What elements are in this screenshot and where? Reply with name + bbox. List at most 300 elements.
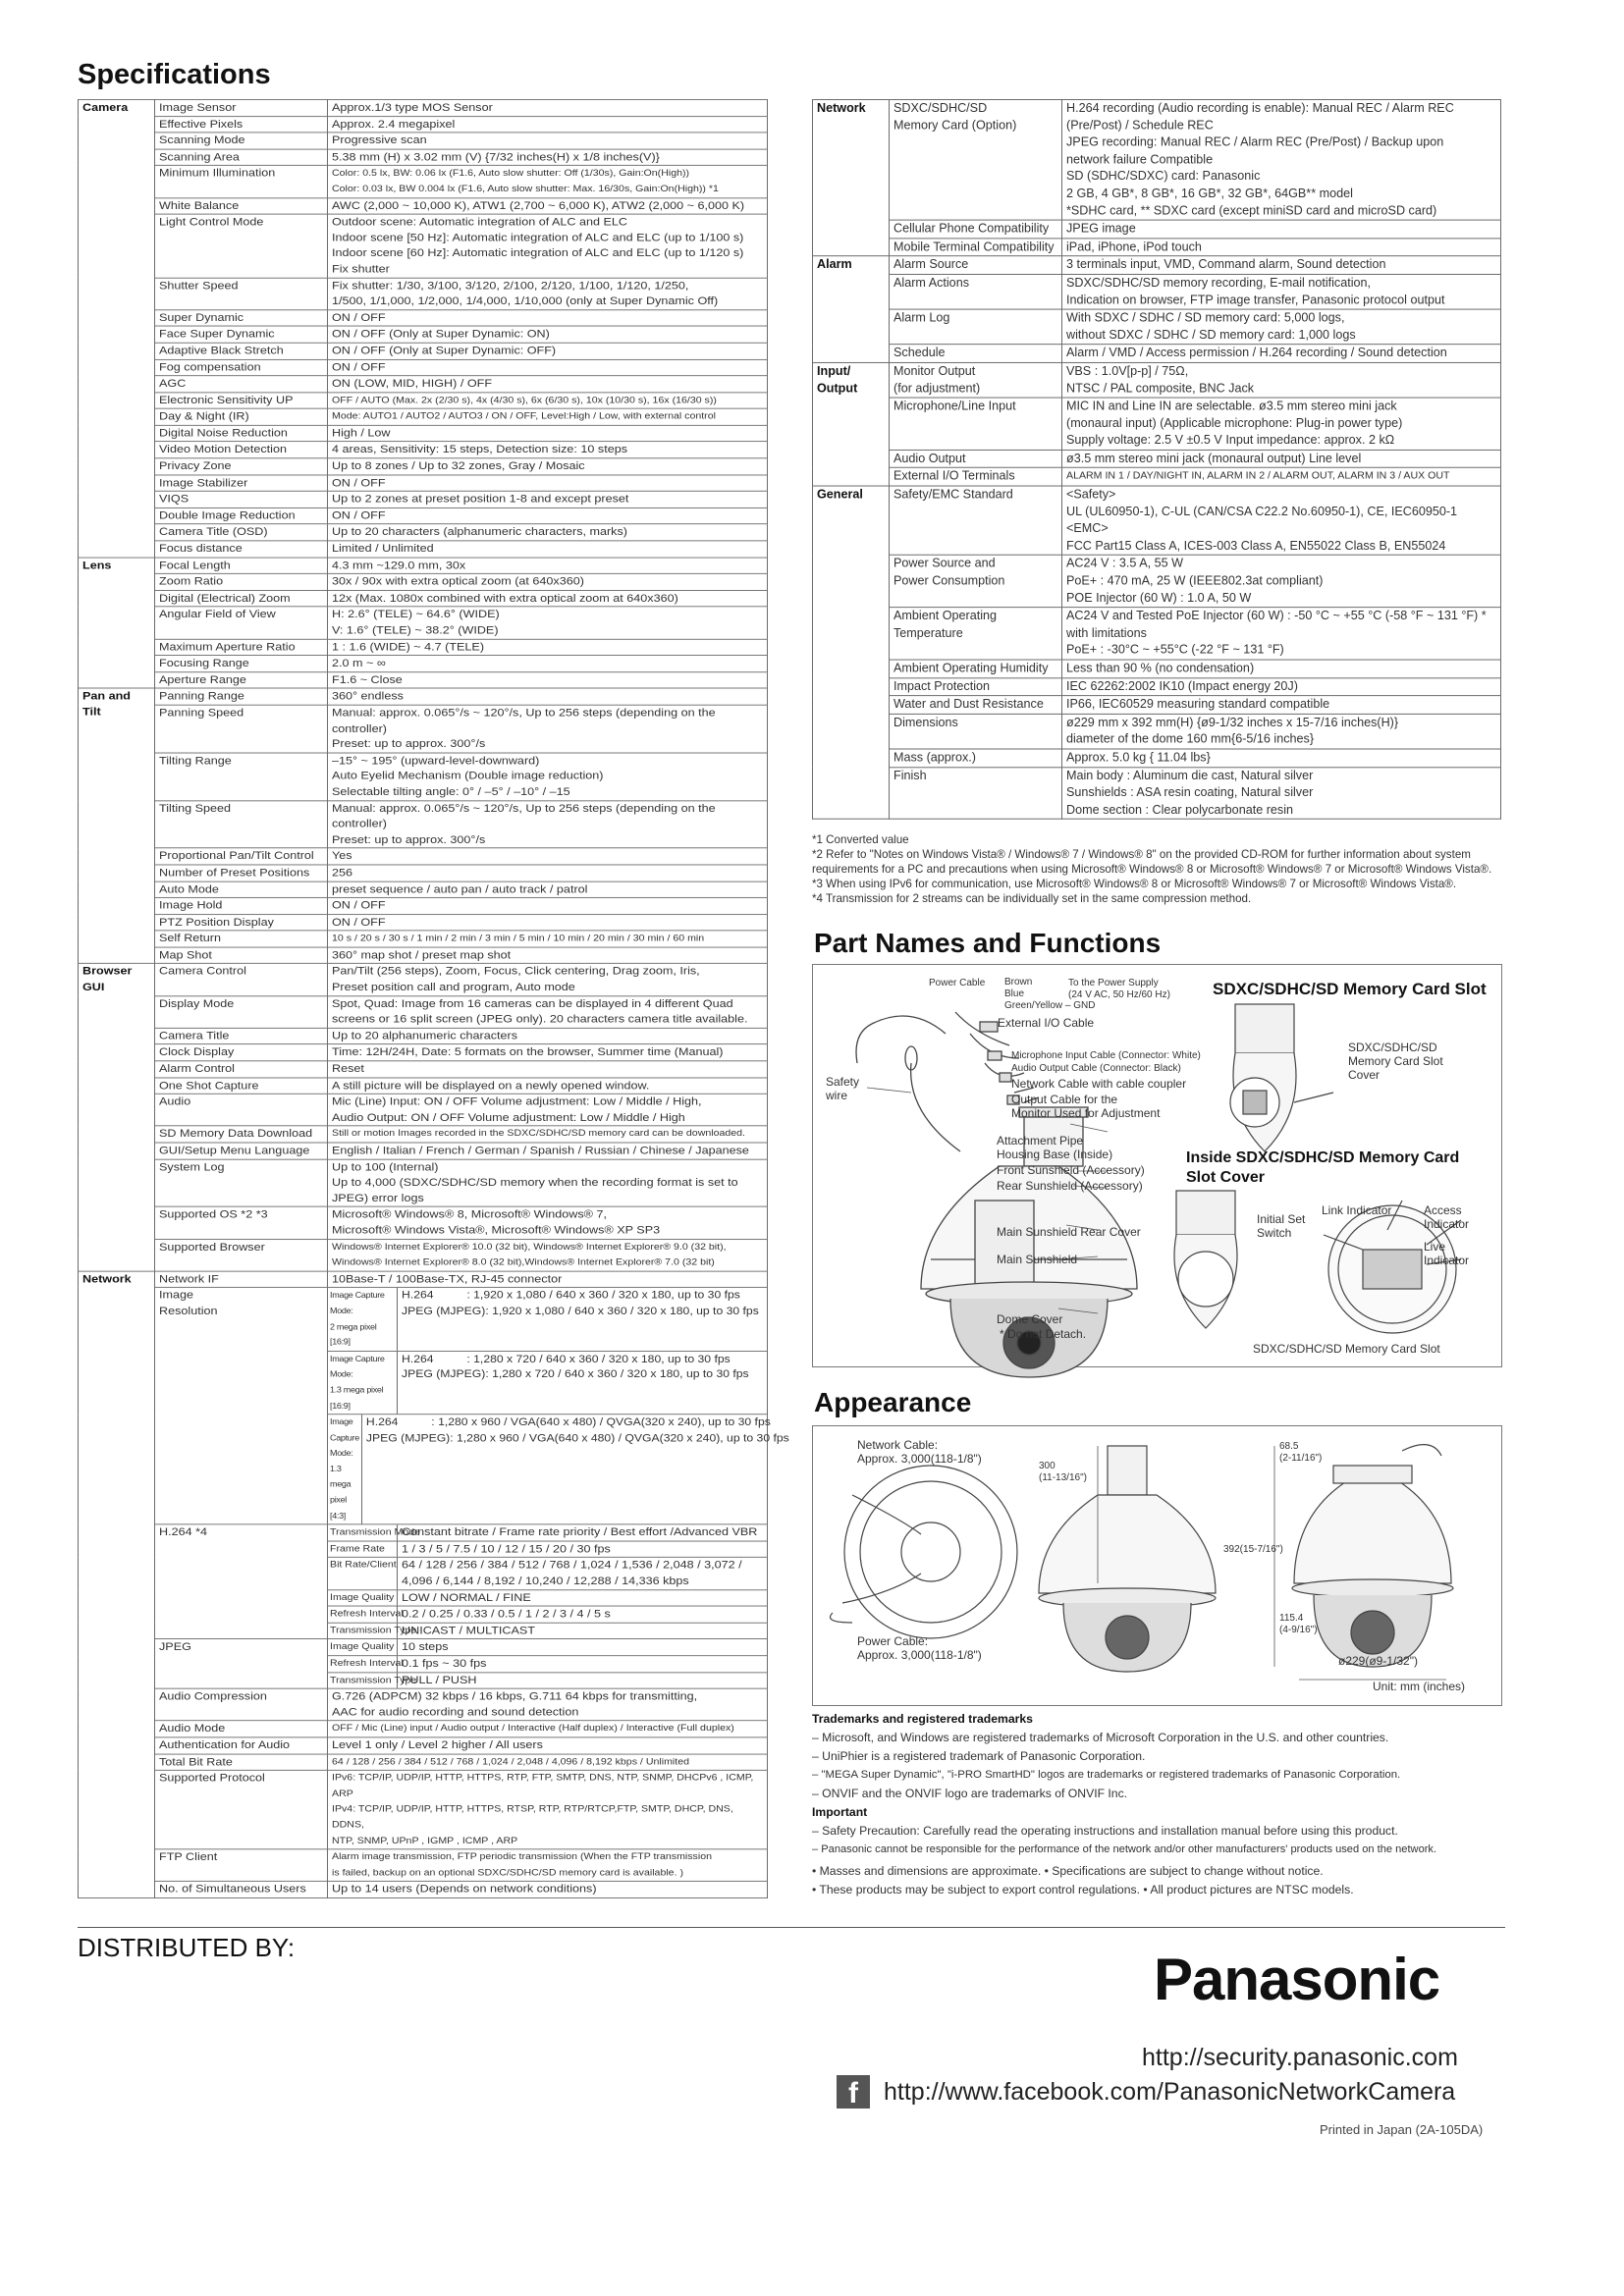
h264-resolution: H.264 : 1,280 x 960 / VGA(640 x 480) / QVGA(320 x 240), up to 30 fps [365, 1415, 771, 1428]
spec-row [813, 99, 1501, 220]
spec-name: System Log [155, 1159, 328, 1207]
spec-name: Supported OS *2 *3 [155, 1206, 328, 1239]
spec-row [813, 468, 1501, 486]
sub-cell [328, 1558, 768, 1590]
spec-value: H: 2.6° (TELE) ~ 64.6° (WIDE) V: 1.6° (TELE) ~ 38.2° (WIDE) [328, 607, 768, 639]
spec-value: ON / OFF (Only at Super Dynamic: ON) [328, 326, 768, 343]
spec-name: Camera Control [155, 964, 328, 996]
spec-name: Mobile Terminal Compatibility [890, 239, 1062, 256]
spec-row [813, 398, 1501, 450]
sub-name: Transmission Mode [328, 1525, 398, 1541]
spec-row [79, 800, 768, 848]
spec-row [813, 556, 1501, 608]
spec-value: English / Italian / French / German / Spanish / Russian / Chinese / Japanese [328, 1143, 768, 1159]
label-ext-io: External I/O Cable [998, 1016, 1095, 1030]
spec-value: Up to 8 zones / Up to 32 zones, Gray / Mosaic [328, 458, 768, 475]
spec-value: ON / OFF [328, 310, 768, 327]
spec-value: IEC 62262:2002 IK10 (Impact energy 20J) [1062, 677, 1501, 695]
spec-row [79, 116, 768, 133]
spec-row [79, 1849, 768, 1882]
spec-name: Angular Field of View [155, 607, 328, 639]
trademarks-block [812, 1710, 1504, 1899]
trademark-item: – ONVIF and the ONVIF logo are trademarks of ONVIF Inc. [812, 1787, 1128, 1800]
spec-name: Tilting Range [155, 753, 328, 801]
spec-value: With SDXC / SDHC / SD memory card: 5,000 logs, without SDXC / SDHC / SD memory card: 1,000 logs [1062, 309, 1501, 345]
sd-slot-title: SDXC/SDHC/SD Memory Card Slot [1213, 980, 1487, 998]
spec-name: Total Bit Rate [155, 1754, 328, 1771]
spec-value: 64 / 128 / 256 / 384 / 512 / 768 / 1,024 / 2,048 / 4,096 / 8,192 kbps / Unlimited [328, 1754, 768, 1771]
sub-cell [328, 1656, 768, 1673]
spec-value: Yes [328, 848, 768, 865]
label-attach-pipe: Attachment Pipe [997, 1134, 1084, 1148]
label-link-indicator: Link Indicator [1322, 1203, 1392, 1217]
spec-name: SDXC/SDHC/SD Memory Card (Option) [890, 99, 1062, 220]
inside-cover-title: Inside SDXC/SDHC/SD Memory Card Slot Cover [1186, 1149, 1460, 1186]
spec-value: ON / OFF [328, 914, 768, 931]
spec-category: Input/ Output [813, 362, 890, 486]
sub-name: Transmission Type [328, 1624, 398, 1639]
spec-value: Color: 0.5 lx, BW: 0.06 lx (F1.6, Auto slow shutter: Off (1/30s), Gain:On(High)) Color: 0.03 lx, BW 0.004 lx (F1.6, Auto slow shutter: Max. 16/30s, Gain:On(High)) *1 [328, 166, 768, 198]
spec-name: Day & Night (IR) [155, 408, 328, 425]
important-item: – Panasonic cannot be responsible for the performance of the network and/or other manufacturers' products used on the network. [812, 1843, 1437, 1855]
spec-name: Supported Browser [155, 1239, 328, 1271]
label-output-cable: Output Cable for the Monitor Used for Adjustment [1011, 1093, 1161, 1120]
spec-row [79, 507, 768, 524]
spec-name: Authentication for Audio [155, 1737, 328, 1754]
spec-row [79, 656, 768, 672]
spec-row [813, 256, 1501, 274]
spec-name: Finish [890, 767, 1062, 819]
spec-name: Alarm Log [890, 309, 1062, 345]
spec-value: IP66, IEC60529 measuring standard compatible [1062, 696, 1501, 714]
spec-row [79, 1078, 768, 1095]
spec-value: ON / OFF [328, 898, 768, 915]
spec-name: No. of Simultaneous Users [155, 1882, 328, 1898]
trademarks-title: Trademarks and registered trademarks [812, 1712, 1033, 1726]
label-rear-sunshield: Rear Sunshield (Accessory) [997, 1179, 1143, 1193]
sub-value: 0.2 / 0.25 / 0.33 / 0.5 / 1 / 2 / 3 / 4 / 5 s [402, 1607, 611, 1621]
spec-row [79, 1688, 768, 1721]
label-power-cable: Power Cable [929, 978, 986, 988]
spec-value: Manual: approx. 0.065°/s ~ 120°/s, Up to 256 steps (depending on the controller) Preset: up to approx. 300°/s [328, 800, 768, 848]
spec-row [813, 239, 1501, 256]
spec-row [813, 450, 1501, 467]
spec-row [79, 1061, 768, 1078]
spec-name: Video Motion Detection [155, 442, 328, 458]
jpeg-resolution: JPEG (MJPEG): 1,280 x 960 / VGA(640 x 480) / QVGA(320 x 240), up to 30 fps [365, 1431, 789, 1444]
spec-row [813, 486, 1501, 556]
spec-row [79, 914, 768, 931]
spec-name: Double Image Reduction [155, 507, 328, 524]
spec-value: 5.38 mm (H) x 3.02 mm (V) {7/32 inches(H) x 1/8 inches(V)} [328, 149, 768, 166]
spec-value: Alarm / VMD / Access permission / H.264 recording / Sound detection [1062, 345, 1501, 362]
spec-row [79, 688, 768, 705]
spec-category: Pan and Tilt [79, 688, 155, 963]
spec-row [79, 881, 768, 898]
spec-name: VIQS [155, 491, 328, 507]
spec-value: Approx.1/3 type MOS Sensor [328, 99, 768, 116]
spec-name: Schedule [890, 345, 1062, 362]
spec-name: Alarm Control [155, 1061, 328, 1078]
spec-name: Effective Pixels [155, 116, 328, 133]
spec-row [79, 898, 768, 915]
spec-row [79, 99, 768, 116]
trademark-item: – Microsoft, and Windows are registered trademarks of Microsoft Corporation in the U.S. and other countries. [812, 1731, 1389, 1744]
spec-value: ON / OFF (Only at Super Dynamic: OFF) [328, 343, 768, 359]
spec-name: Impact Protection [890, 677, 1062, 695]
spec-row [79, 1754, 768, 1771]
resolution-cell [328, 1415, 789, 1524]
spec-value: 4.3 mm ~129.0 mm, 30x [328, 558, 768, 574]
dim-300: 300 (11-13/16") [1039, 1461, 1087, 1483]
spec-name: Digital Noise Reduction [155, 425, 328, 442]
spec-name: Focusing Range [155, 656, 328, 672]
label-safety-wire: Safety wire [826, 1075, 860, 1102]
spec-name: Electronic Sensitivity UP [155, 393, 328, 409]
spec-value: MIC IN and Line IN are selectable. ø3.5 mm stereo mini jack (monaural input) (Applicable microphone: Plug-in power type) Supply voltage: 2.5 V ±0.5 V Input impedance: approx. 2 kΩ [1062, 398, 1501, 450]
trademark-item: – UniPhier is a registered trademark of Panasonic Corporation. [812, 1749, 1146, 1763]
spec-value: Less than 90 % (no condensation) [1062, 660, 1501, 677]
sub-name: Bit Rate/Client [328, 1558, 398, 1589]
spec-name: Proportional Pan/Tilt Control [155, 848, 328, 865]
spec-row [813, 274, 1501, 309]
spec-name: AGC [155, 376, 328, 393]
spec-row [79, 1239, 768, 1271]
spec-row [79, 1639, 768, 1656]
spec-value: Limited / Unlimited [328, 541, 768, 558]
spec-name: Audio Output [890, 450, 1062, 467]
spec-name: Image Stabilizer [155, 475, 328, 492]
spec-value: 360° endless [328, 688, 768, 705]
label-audio-cable: Audio Output Cable (Connector: Black) [1011, 1063, 1181, 1074]
spec-value: Reset [328, 1061, 768, 1078]
sub-value: 10 steps [402, 1640, 449, 1653]
spec-category: Camera [79, 99, 155, 557]
spec-name: Zoom Ratio [155, 574, 328, 591]
spec-row [79, 197, 768, 214]
spec-value: High / Low [328, 425, 768, 442]
label-blue: Blue [1004, 988, 1025, 999]
spec-value: AC24 V : 3.5 A, 55 W PoE+ : 470 mA, 25 W (IEEE802.3at compliant) POE Injector (60 W) : 1.0 A, 50 W [1062, 556, 1501, 608]
spec-name: Monitor Output (for adjustment) [890, 362, 1062, 398]
spec-value: ON (LOW, MID, HIGH) / OFF [328, 376, 768, 393]
spec-value: 360° map shot / preset map shot [328, 947, 768, 964]
sub-cell [328, 1673, 768, 1689]
spec-name: H.264 *4 [155, 1524, 328, 1639]
spec-row [813, 660, 1501, 677]
dim-115: 115.4 (4-9/16") [1279, 1613, 1318, 1635]
spec-value: Time: 12H/24H, Date: 5 formats on the browser, Summer time (Manual) [328, 1044, 768, 1061]
spec-value: Approx. 2.4 megapixel [328, 116, 768, 133]
spec-name: Tilting Speed [155, 800, 328, 848]
spec-row [79, 1524, 768, 1541]
spec-row [79, 442, 768, 458]
spec-name: Cellular Phone Compatibility [890, 220, 1062, 238]
spec-value: Spot, Quad: Image from 16 cameras can be displayed in 4 different Quad screens or 16 split screen (JPEG only). 20 characters camera title available. [328, 995, 768, 1028]
sub-value: Constant bitrate / Frame rate priority / Best effort /Advanced VBR [402, 1525, 758, 1539]
sub-name: Refresh Interval [328, 1607, 398, 1623]
label-no-detach: * Do not Detach. [1000, 1327, 1087, 1341]
spec-row [79, 166, 768, 198]
sub-name: Image Quality [328, 1590, 398, 1606]
spec-name: One Shot Capture [155, 1078, 328, 1095]
spec-value: ø229 mm x 392 mm(H) {ø9-1/32 inches x 15-7/16 inches(H)} diameter of the dome 160 mm{6-5/16 inches} [1062, 714, 1501, 749]
spec-row [79, 607, 768, 639]
spec-row [79, 590, 768, 607]
spec-name: JPEG [155, 1639, 328, 1688]
spec-row [79, 310, 768, 327]
spec-row [79, 133, 768, 149]
trademark-item: – "MEGA Super Dynamic", "i-PRO SmartHD" logos are trademarks or registered trademarks of Panasonic Corporation. [812, 1769, 1401, 1781]
spec-name: Privacy Zone [155, 458, 328, 475]
important-item: – Safety Precaution: Carefully read the operating instructions and installation manual before using this product. [812, 1824, 1398, 1838]
panasonic-logo: Panasonic [1154, 1947, 1440, 2012]
facebook-url[interactable]: http://www.facebook.com/PanasonicNetworkCamera [884, 2078, 1456, 2106]
spec-value: OFF / Mic (Line) input / Audio output / Interactive (Half duplex) / Interactive (Full duplex) [328, 1721, 768, 1737]
spec-row [79, 1882, 768, 1898]
spec-value: AWC (2,000 ~ 10,000 K), ATW1 (2,700 ~ 6,000 K), ATW2 (2,000 ~ 6,000 K) [328, 197, 768, 214]
label-network-cable: Network Cable: Approx. 3,000(118-1/8") [857, 1438, 982, 1466]
spec-row [813, 220, 1501, 238]
sub-cell [328, 1606, 768, 1623]
spec-value: F1.6 ~ Close [328, 672, 768, 689]
part-names-heading: Part Names and Functions [814, 928, 1162, 958]
spec-row [79, 1288, 768, 1352]
spec-value: ON / OFF [328, 359, 768, 376]
spec-name: Ambient Operating Humidity [890, 660, 1062, 677]
part-names-panel [812, 964, 1502, 1367]
spec-name: Focal Length [155, 558, 328, 574]
spec-value: ON / OFF [328, 507, 768, 524]
label-main-sunshield: Main Sunshield [997, 1253, 1078, 1266]
spec-name: Fog compensation [155, 359, 328, 376]
spec-row [79, 149, 768, 166]
spec-row [79, 278, 768, 310]
label-sd-slot: SDXC/SDHC/SD Memory Card Slot [1253, 1342, 1440, 1356]
spec-category: Alarm [813, 256, 890, 362]
spec-row [79, 214, 768, 278]
spec-name: Dimensions [890, 714, 1062, 749]
spec-value: 30x / 90x with extra optical zoom (at 640x360) [328, 574, 768, 591]
spec-category: Lens [79, 558, 155, 689]
spec-name: Adaptive Black Stretch [155, 343, 328, 359]
sub-cell [328, 1589, 768, 1606]
dim-392: 392(15-7/16") [1223, 1544, 1283, 1555]
spec-name: External I/O Terminals [890, 468, 1062, 486]
spec-row [79, 541, 768, 558]
spec-value: Up to 20 characters (alphanumeric characters, marks) [328, 524, 768, 541]
spec-value: IPv6: TCP/IP, UDP/IP, HTTP, HTTPS, RTP, FTP, SMTP, DNS, NTP, SNMP, DHCPv6 , ICMP, ARP IPv4: TCP/IP, UDP/IP, HTTP, HTTPS, RTSP, RTP, RTP/RTCP,FTP, SMTP, DHCP, DNS, DDNS, NTP, SNMP, UPnP , IGMP , ICMP , ARP [328, 1770, 768, 1848]
spec-value: iPad, iPhone, iPod touch [1062, 239, 1501, 256]
spec-value: ALARM IN 1 / DAY/NIGHT IN, ALARM IN 2 / ALARM OUT, ALARM IN 3 / AUX OUT [1062, 468, 1501, 486]
label-access-indicator: Access Indicator [1424, 1203, 1470, 1231]
spec-row [79, 359, 768, 376]
spec-category: General [813, 486, 890, 819]
spec-row [813, 714, 1501, 749]
spec-name: Panning Speed [155, 705, 328, 753]
appearance-panel [812, 1425, 1502, 1706]
appearance-heading: Appearance [814, 1387, 972, 1417]
specifications-heading: Specifications [78, 59, 271, 90]
spec-name: Auto Mode [155, 881, 328, 898]
spec-name: Water and Dust Resistance [890, 696, 1062, 714]
spec-name: Camera Title (OSD) [155, 524, 328, 541]
spec-name: Power Source and Power Consumption [890, 556, 1062, 608]
spec-row [79, 1044, 768, 1061]
spec-value: JPEG image [1062, 220, 1501, 238]
h264-resolution: H.264 : 1,280 x 720 / 640 x 360 / 320 x 180, up to 30 fps [402, 1352, 731, 1365]
spec-value: OFF / AUTO (Max. 2x (2/30 s), 4x (4/30 s), 6x (6/30 s), 10x (10/30 s), 16x (16/30 s)) [328, 393, 768, 409]
spec-name: Image Resolution [155, 1288, 328, 1524]
sub-value: 1 / 3 / 5 / 7.5 / 10 / 12 / 15 / 20 / 30 fps [402, 1542, 611, 1555]
important-title: Important [812, 1805, 868, 1819]
sub-name: Frame Rate [328, 1541, 398, 1557]
spec-value: Microsoft® Windows® 8, Microsoft® Windows® 7, Microsoft® Windows Vista®, Microsoft® Windows® XP SP3 [328, 1206, 768, 1239]
spec-name: Supported Protocol [155, 1770, 328, 1848]
sub-value: LOW / NORMAL / FINE [402, 1590, 531, 1604]
label-live-indicator: Live Indicator [1424, 1240, 1470, 1267]
spec-value: Alarm image transmission, FTP periodic transmission (When the FTP transmission is failed, backup on an optional SDXC/SDHC/SD memory card is available. ) [328, 1849, 768, 1882]
capture-mode: Image Capture Mode: 2 mega pixel [16:9] [328, 1288, 398, 1351]
spec-value: Fix shutter: 1/30, 3/100, 3/120, 2/100, 2/120, 1/100, 1/120, 1/250, 1/500, 1/1,000, 1/2,000, 1/4,000, 1/10,000 (only at Super Dynamic Off) [328, 278, 768, 310]
sub-name: Refresh Interval [328, 1656, 398, 1672]
jpeg-resolution: JPEG (MJPEG): 1,920 x 1,080 / 640 x 360 / 320 x 180, up to 30 fps [402, 1304, 759, 1317]
sub-cell [328, 1524, 768, 1541]
printed-in: Printed in Japan (2A-105DA) [1320, 2122, 1484, 2137]
spec-value: 10 s / 20 s / 30 s / 1 min / 2 min / 3 min / 5 min / 10 min / 20 min / 30 min / 60 min [328, 931, 768, 947]
spec-value: Up to 20 alphanumeric characters [328, 1028, 768, 1044]
label-initial-switch: Initial Set Switch [1257, 1212, 1306, 1240]
spec-row [79, 376, 768, 393]
spec-name: Scanning Mode [155, 133, 328, 149]
spec-value: Mic (Line) Input: ON / OFF Volume adjustment: Low / Middle / High, Audio Output: ON / OFF Volume adjustment: Low / Middle / High [328, 1094, 768, 1126]
spec-row [79, 425, 768, 442]
spec-row [813, 362, 1501, 398]
spec-row [813, 677, 1501, 695]
spec-category: Browser GUI [79, 964, 155, 1271]
security-url[interactable]: http://security.panasonic.com [1142, 2044, 1458, 2071]
label-brown: Brown [1004, 977, 1033, 988]
spec-value: H.264 recording (Audio recording is enable): Manual REC / Alarm REC (Pre/Post) / Schedule REC JPEG recording: Manual REC / Alarm REC (Pre/Post) / Backup upon network failure Compatible SD (SDHC/SDXC) card: Panasonic 2 GB, 4 GB*, 8 GB*, 16 GB*, 32 GB*, 64GB** model *SDHC card, ** SDXC card (except miniSD card and microSD card) [1062, 99, 1501, 220]
spec-row [79, 1094, 768, 1126]
dim-229: ø229(ø9-1/32") [1338, 1654, 1418, 1668]
spec-row [813, 608, 1501, 660]
spec-name: Panning Range [155, 688, 328, 705]
spec-value: Up to 100 (Internal) Up to 4,000 (SDXC/SDHC/SD memory when the recording format is set to JPEG) error logs [328, 1159, 768, 1207]
spec-value: Windows® Internet Explorer® 10.0 (32 bit), Windows® Internet Explorer® 9.0 (32 bit), Windows® Internet Explorer® 8.0 (32 bit),Windows® Internet Explorer® 7.0 (32 bit) [328, 1239, 768, 1271]
spec-value: Still or motion Images recorded in the SDXC/SDHC/SD memory card can be downloaded. [328, 1126, 768, 1143]
spec-name: Light Control Mode [155, 214, 328, 278]
label-housing: Housing Base (Inside) [997, 1148, 1113, 1161]
dim-68: 68.5 (2-11/16") [1279, 1441, 1323, 1464]
spec-value: Approx. 5.0 kg { 11.04 lbs} [1062, 749, 1501, 767]
spec-name: Clock Display [155, 1044, 328, 1061]
spec-value: 10Base-T / 100Base-TX, RJ-45 connector [328, 1271, 768, 1288]
spec-value: G.726 (ADPCM) 32 kbps / 16 kbps, G.711 64 kbps for transmitting, AAC for audio recording and sound detection [328, 1688, 768, 1721]
sub-cell [328, 1541, 768, 1558]
spec-value: 1 : 1.6 (WIDE) ~ 4.7 (TELE) [328, 639, 768, 656]
spec-row [813, 345, 1501, 362]
spec-row [79, 1721, 768, 1737]
spec-row [813, 767, 1501, 819]
spec-table-left [78, 99, 789, 1898]
spec-row [79, 1028, 768, 1044]
spec-name: Ambient Operating Temperature [890, 608, 1062, 660]
spec-name: PTZ Position Display [155, 914, 328, 931]
spec-name: Microphone/Line Input [890, 398, 1062, 450]
sub-name: Transmission Type [328, 1673, 398, 1688]
spec-value: 3 terminals input, VMD, Command alarm, Sound detection [1062, 256, 1501, 274]
spec-value: 256 [328, 865, 768, 881]
spec-row [79, 1737, 768, 1754]
capture-mode: Image Capture Mode: 1.3 mega pixel [4:3] [328, 1415, 362, 1523]
spec-row [79, 393, 768, 409]
spec-name: Self Return [155, 931, 328, 947]
spec-row [79, 408, 768, 425]
label-green-yellow: Green/Yellow – GND [1004, 1000, 1096, 1011]
spec-value: ø3.5 mm stereo mini jack (monaural output) Line level [1062, 450, 1501, 467]
spec-row [79, 458, 768, 475]
spec-row [79, 995, 768, 1028]
spec-name: Audio [155, 1094, 328, 1126]
spec-value: AC24 V and Tested PoE Injector (60 W) : -50 °C ~ +55 °C (-58 °F ~ 131 °F) * with limitations PoE+ : -30°C ~ +55°C (-22 °F ~ 131 °F) [1062, 608, 1501, 660]
spec-name: Super Dynamic [155, 310, 328, 327]
label-front-sunshield: Front Sunshield (Accessory) [997, 1163, 1145, 1177]
footer-divider [78, 1927, 1505, 1928]
spec-table-right [812, 99, 1501, 820]
spec-name: Digital (Electrical) Zoom [155, 590, 328, 607]
spec-name: Face Super Dynamic [155, 326, 328, 343]
spec-row [79, 1770, 768, 1848]
footnotes: *1 Converted value *2 Refer to "Notes on Windows Vista® / Windows® 7 / Windows® 8" on the provided CD-ROM for further information about system requirements for a PC and precautions when using Microsoft® Windows® 8 or Microsoft® Windows® 7 or Microsoft® Windows Vista®. *3 When using IPv6 for communication, use Microsoft® Windows® 8 or Microsoft® Windows® 7 or Microsoft® Windows Vista®. *4 Transmission for 2 streams can be individually set in the same compression method. [812, 833, 1492, 905]
capture-mode: Image Capture Mode: 1.3 mega pixel [16:9] [328, 1352, 398, 1415]
jpeg-resolution: JPEG (MJPEG): 1,280 x 720 / 640 x 360 / 320 x 180, up to 30 fps [402, 1367, 749, 1381]
spec-value: –15° ~ 195° (upward-level-downward) Auto Eyelid Mechanism (Double image reduction) Selectable tilting angle: 0° / –5° / –10° / –15 [328, 753, 768, 801]
spec-row [813, 749, 1501, 767]
sub-value: 0.1 fps ~ 30 fps [402, 1657, 487, 1670]
spec-name: White Balance [155, 197, 328, 214]
spec-value: 12x (Max. 1080x combined with extra optical zoom at 640x360) [328, 590, 768, 607]
sub-cell [328, 1623, 768, 1639]
distributed-by: DISTRIBUTED BY: [78, 1933, 296, 1962]
spec-value: A still picture will be displayed on a newly opened window. [328, 1078, 768, 1095]
spec-row [79, 343, 768, 359]
spec-value: Manual: approx. 0.065°/s ~ 120°/s, Up to 256 steps (depending on the controller) Preset: up to approx. 300°/s [328, 705, 768, 753]
spec-value: Up to 14 users (Depends on network conditions) [328, 1882, 768, 1898]
spec-name: FTP Client [155, 1849, 328, 1882]
label-to-power: To the Power Supply (24 V AC, 50 Hz/60 Hz) [1068, 978, 1170, 1000]
spec-row [79, 326, 768, 343]
spec-row [79, 574, 768, 591]
spec-category: Network [813, 99, 890, 256]
spec-name: Number of Preset Positions [155, 865, 328, 881]
spec-row [79, 475, 768, 492]
spec-name: Maximum Aperture Ratio [155, 639, 328, 656]
spec-name: Shutter Speed [155, 278, 328, 310]
spec-row [813, 696, 1501, 714]
spec-value: 2.0 m ~ ∞ [328, 656, 768, 672]
spec-row [79, 947, 768, 964]
spec-name: Aperture Range [155, 672, 328, 689]
spec-row [79, 964, 768, 996]
spec-value: ON / OFF [328, 475, 768, 492]
spec-name: Minimum Illumination [155, 166, 328, 198]
sub-value: UNICAST / MULTICAST [402, 1624, 535, 1637]
spec-name: Network IF [155, 1271, 328, 1288]
facebook-icon[interactable]: f [837, 2075, 870, 2109]
spec-category: Network [79, 1271, 155, 1898]
spec-name: Audio Compression [155, 1688, 328, 1721]
